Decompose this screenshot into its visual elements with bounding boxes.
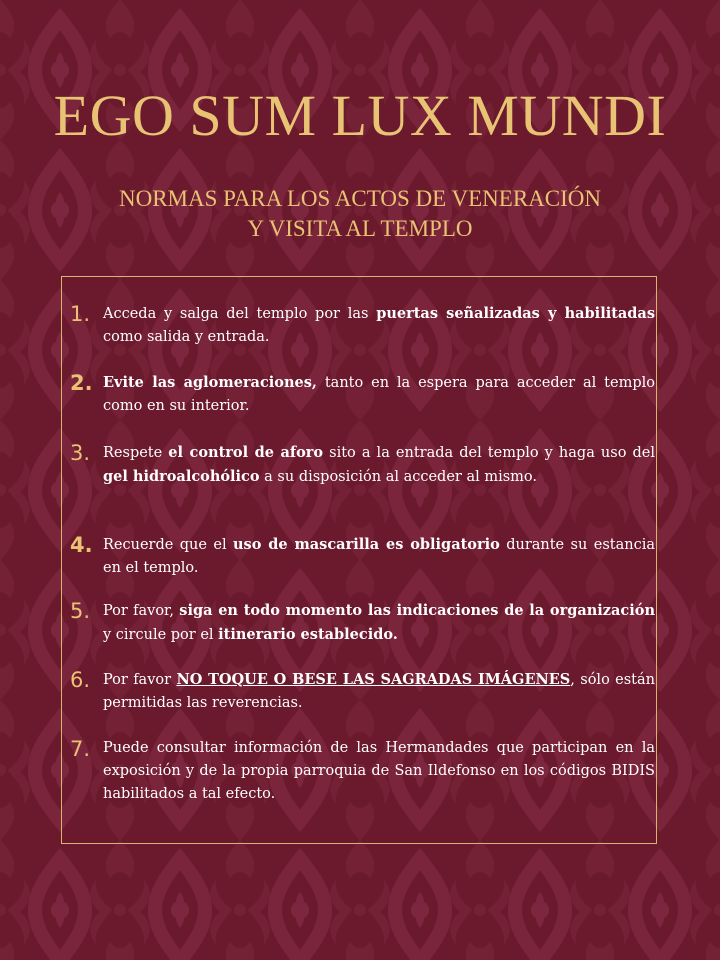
rule-text-part: y circule por el	[103, 627, 219, 643]
rule-text-part: , sólo están permitidas las reverencias.	[103, 672, 655, 711]
rule-number: 1.	[70, 302, 91, 326]
rule-text	[103, 668, 655, 715]
rule-text-bold: gel hidroalcohólico	[103, 468, 260, 485]
rule-text-underlined: NO TOQUE O BESE LAS SAGRADAS IMÁGENES	[176, 671, 571, 688]
rule-text-part: Por favor	[103, 672, 177, 688]
rule-text-part: Respete	[103, 445, 169, 461]
rule-number: 7.	[70, 737, 91, 761]
rule-number: 4.	[70, 533, 93, 557]
rule-text-bold: siga en todo momento las indicaciones de la organización	[179, 602, 655, 619]
rule-text-part: sito a la entrada del templo y haga uso del	[323, 445, 655, 461]
rule-7	[70, 737, 655, 806]
rule-text-bold: puertas señalizadas y habilitadas	[376, 305, 655, 322]
subtitle-line-2: Y VISITA AL TEMPLO	[247, 216, 473, 241]
rule-text-bold: itinerario establecido.	[218, 626, 398, 643]
rule-1	[70, 302, 655, 349]
rule-text-part: durante su estancia en el templo.	[103, 537, 655, 576]
rule-2	[70, 371, 655, 418]
rule-text	[103, 599, 655, 647]
rule-text-bold: uso de mascarilla es obligatorio	[233, 536, 500, 553]
rule-6	[70, 668, 655, 715]
rule-text-bold: Evite las aglomeraciones,	[103, 374, 317, 391]
rule-text-part: a su disposición al acceder al mismo.	[259, 469, 538, 485]
rule-text-bold: el control de aforo	[168, 444, 324, 461]
rule-number: 3.	[70, 441, 91, 465]
rule-5	[70, 599, 655, 647]
rule-text	[103, 302, 655, 349]
rule-text-part: Acceda y salga del templo por las	[103, 306, 377, 322]
rule-number: 2.	[70, 371, 93, 395]
rule-text-part: Recuerde que el	[103, 537, 233, 553]
rule-3	[70, 441, 655, 489]
rule-text-part: tanto en la espera para acceder al templo como en su interior.	[103, 375, 655, 414]
rule-text-part: como salida y entrada.	[103, 329, 270, 345]
rule-text-part: Puede consultar información de las Hermandades que participan en la exposición y de la propia parroquia de San Ildefonso en los códigos BIDIS habilitados a tal efecto.	[103, 740, 655, 802]
rule-text	[103, 371, 655, 418]
subtitle-line-1: NORMAS PARA LOS ACTOS DE VENERACIÓN	[118, 186, 602, 211]
rule-4	[70, 533, 655, 580]
rule-text	[103, 533, 655, 580]
page-title: EGO SUM LUX MUNDI	[53, 83, 667, 148]
rule-text	[103, 737, 655, 806]
page-subtitle	[40, 184, 680, 244]
rule-text-part: Por favor,	[103, 603, 180, 619]
rule-text	[103, 441, 655, 489]
rule-number: 6.	[70, 668, 91, 692]
rule-number: 5.	[70, 599, 91, 623]
